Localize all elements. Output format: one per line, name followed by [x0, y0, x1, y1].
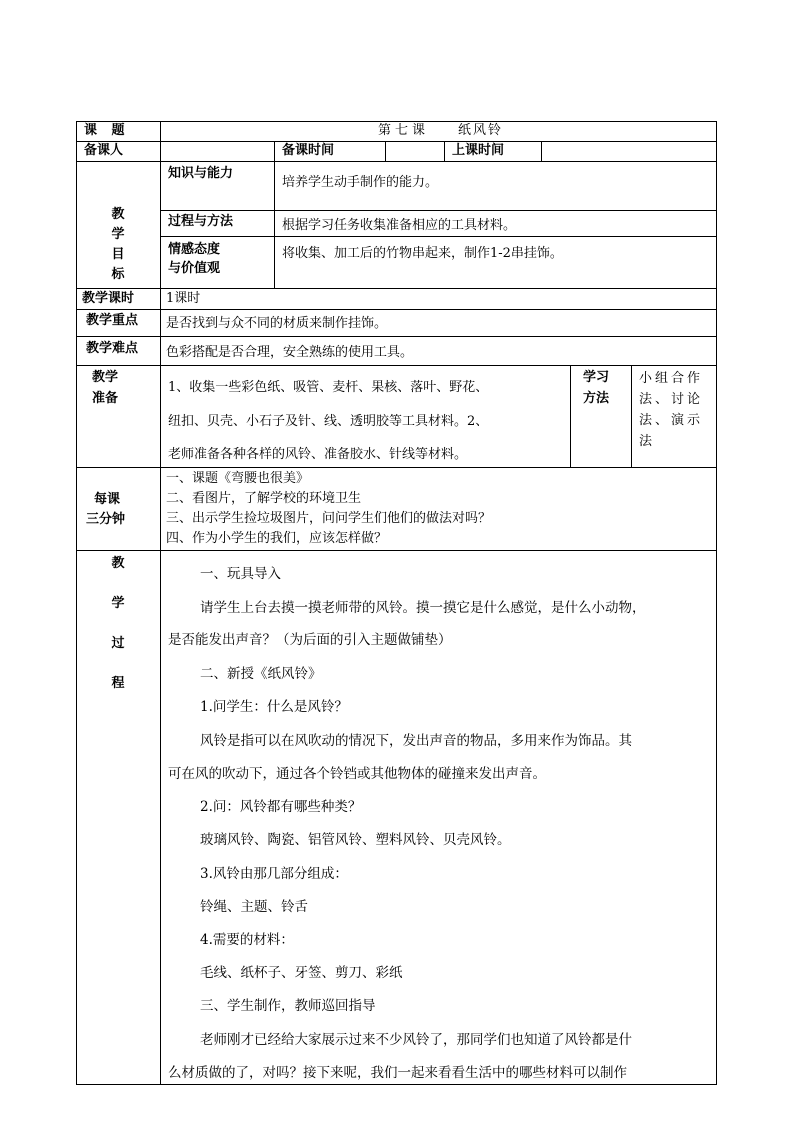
method-label-line2: 方法 [583, 391, 610, 406]
goals-char: 学 [111, 227, 125, 242]
key-point-label: 教学重点 [86, 313, 139, 328]
three-min-line: 二、看图片，了解学校的环境卫生 [166, 491, 362, 506]
process-label-char: 过 [111, 636, 125, 651]
process-label-char: 学 [111, 596, 125, 611]
prep-line: 纽扣、贝壳、小石子及针、线、透明胶等工具材料。2、 [168, 414, 489, 429]
process-paragraph: 二、新授《纸风铃》 [200, 666, 322, 682]
hours-label: 教学课时 [82, 291, 135, 306]
difficulty-label: 教学难点 [86, 341, 139, 356]
prep-label-line2: 准备 [92, 391, 119, 406]
process-paragraph: 请学生上台去摸一摸老师带的风铃。摸一摸它是什么感觉，是什么小动物， [200, 600, 646, 616]
method-label-line1: 学习 [583, 370, 610, 385]
process-paragraph: 是否能发出声音？（为后面的引入主题做铺垫） [168, 632, 452, 648]
topic-label: 课 题 [84, 123, 125, 138]
emotion-label-line1: 情感态度 [168, 242, 221, 257]
three-min-line: 三、出示学生捡垃圾图片，问问学生们他们的做法对吗？ [166, 511, 492, 526]
process-label-char: 教 [111, 556, 125, 571]
process-paragraph: 2.问：风铃都有哪些种类？ [200, 799, 362, 815]
method-line: 法 [639, 434, 656, 449]
key-point-value: 是否找到与众不同的材质来制作挂饰。 [166, 316, 388, 331]
goals-char: 目 [111, 247, 125, 262]
process-paragraph: 风铃是指可以在风吹动的情况下，发出声音的物品，多用来作为饰品。其 [200, 733, 632, 749]
process-paragraph: 可在风的吹动下，通过各个铃铛或其他物体的碰撞来发出声音。 [168, 766, 546, 782]
lesson-title: 纸风铃 [458, 123, 504, 138]
process-paragraph: 玻璃风铃、陶瓷、铝管风铃、塑料风铃、贝壳风铃。 [200, 832, 511, 848]
prep-line: 1、收集一些彩色纸、吸管、麦杆、果核、落叶、野花、 [168, 380, 489, 395]
three-min-line: 一、课题《弯腰也很美》 [166, 471, 310, 486]
method-line: 法、讨论 [639, 392, 704, 407]
goals-char: 标 [111, 267, 125, 282]
three-min-label-line2: 三分钟 [86, 512, 126, 527]
method-line: 法、演示 [639, 413, 704, 428]
process-paragraph: 毛线、纸杯子、牙签、剪刀、彩纸 [200, 965, 403, 981]
lesson-number: 第七课 [378, 123, 430, 138]
goals-label [96, 205, 140, 285]
process-paragraph: 么材质做的了，对吗？接下来呢，我们一起来看看生活中的哪些材料可以制作 [168, 1065, 627, 1081]
process-paragraph: 4.需要的材料： [200, 932, 294, 948]
three-min-label-line1: 每课 [94, 492, 121, 507]
process-paragraph: 一、玩具导入 [200, 566, 281, 582]
three-min-line: 四、作为小学生的我们，应该怎样做？ [166, 531, 388, 546]
method-line: 小组合作 [639, 371, 704, 386]
process-paragraph: 三、学生制作，教师巡回指导 [200, 998, 376, 1014]
process-paragraph: 1.问学生：什么是风铃？ [200, 699, 348, 715]
prep-time-label: 备课时间 [282, 143, 335, 158]
prep-line: 老师准备各种各样的风铃、准备胶水、针线等材料。 [168, 447, 468, 462]
hours-value: 1课时 [166, 291, 201, 306]
process-method-label: 过程与方法 [168, 214, 234, 229]
emotion-label-line2: 与价值观 [168, 261, 221, 276]
preparer-label: 备课人 [84, 143, 124, 158]
goals-char: 教 [111, 207, 125, 222]
process-paragraph: 3.风铃由那几部分组成： [200, 866, 348, 882]
class-time-label: 上课时间 [452, 143, 505, 158]
knowledge-text: 培养学生动手制作的能力。 [282, 175, 439, 190]
emotion-text: 将收集、加工后的竹物串起来，制作1-2串挂饰。 [282, 246, 563, 261]
process-method-text: 根据学习任务收集准备相应的工具材料。 [282, 218, 517, 233]
difficulty-value: 色彩搭配是否合理，安全熟练的使用工具。 [166, 345, 414, 360]
process-label-char: 程 [111, 676, 125, 691]
knowledge-label: 知识与能力 [168, 166, 234, 181]
process-paragraph: 铃绳、主题、铃舌 [200, 899, 308, 915]
prep-label-line1: 教学 [92, 370, 119, 385]
process-paragraph: 老师刚才已经给大家展示过来不少风铃了，那同学们也知道了风铃都是什 [200, 1032, 632, 1048]
